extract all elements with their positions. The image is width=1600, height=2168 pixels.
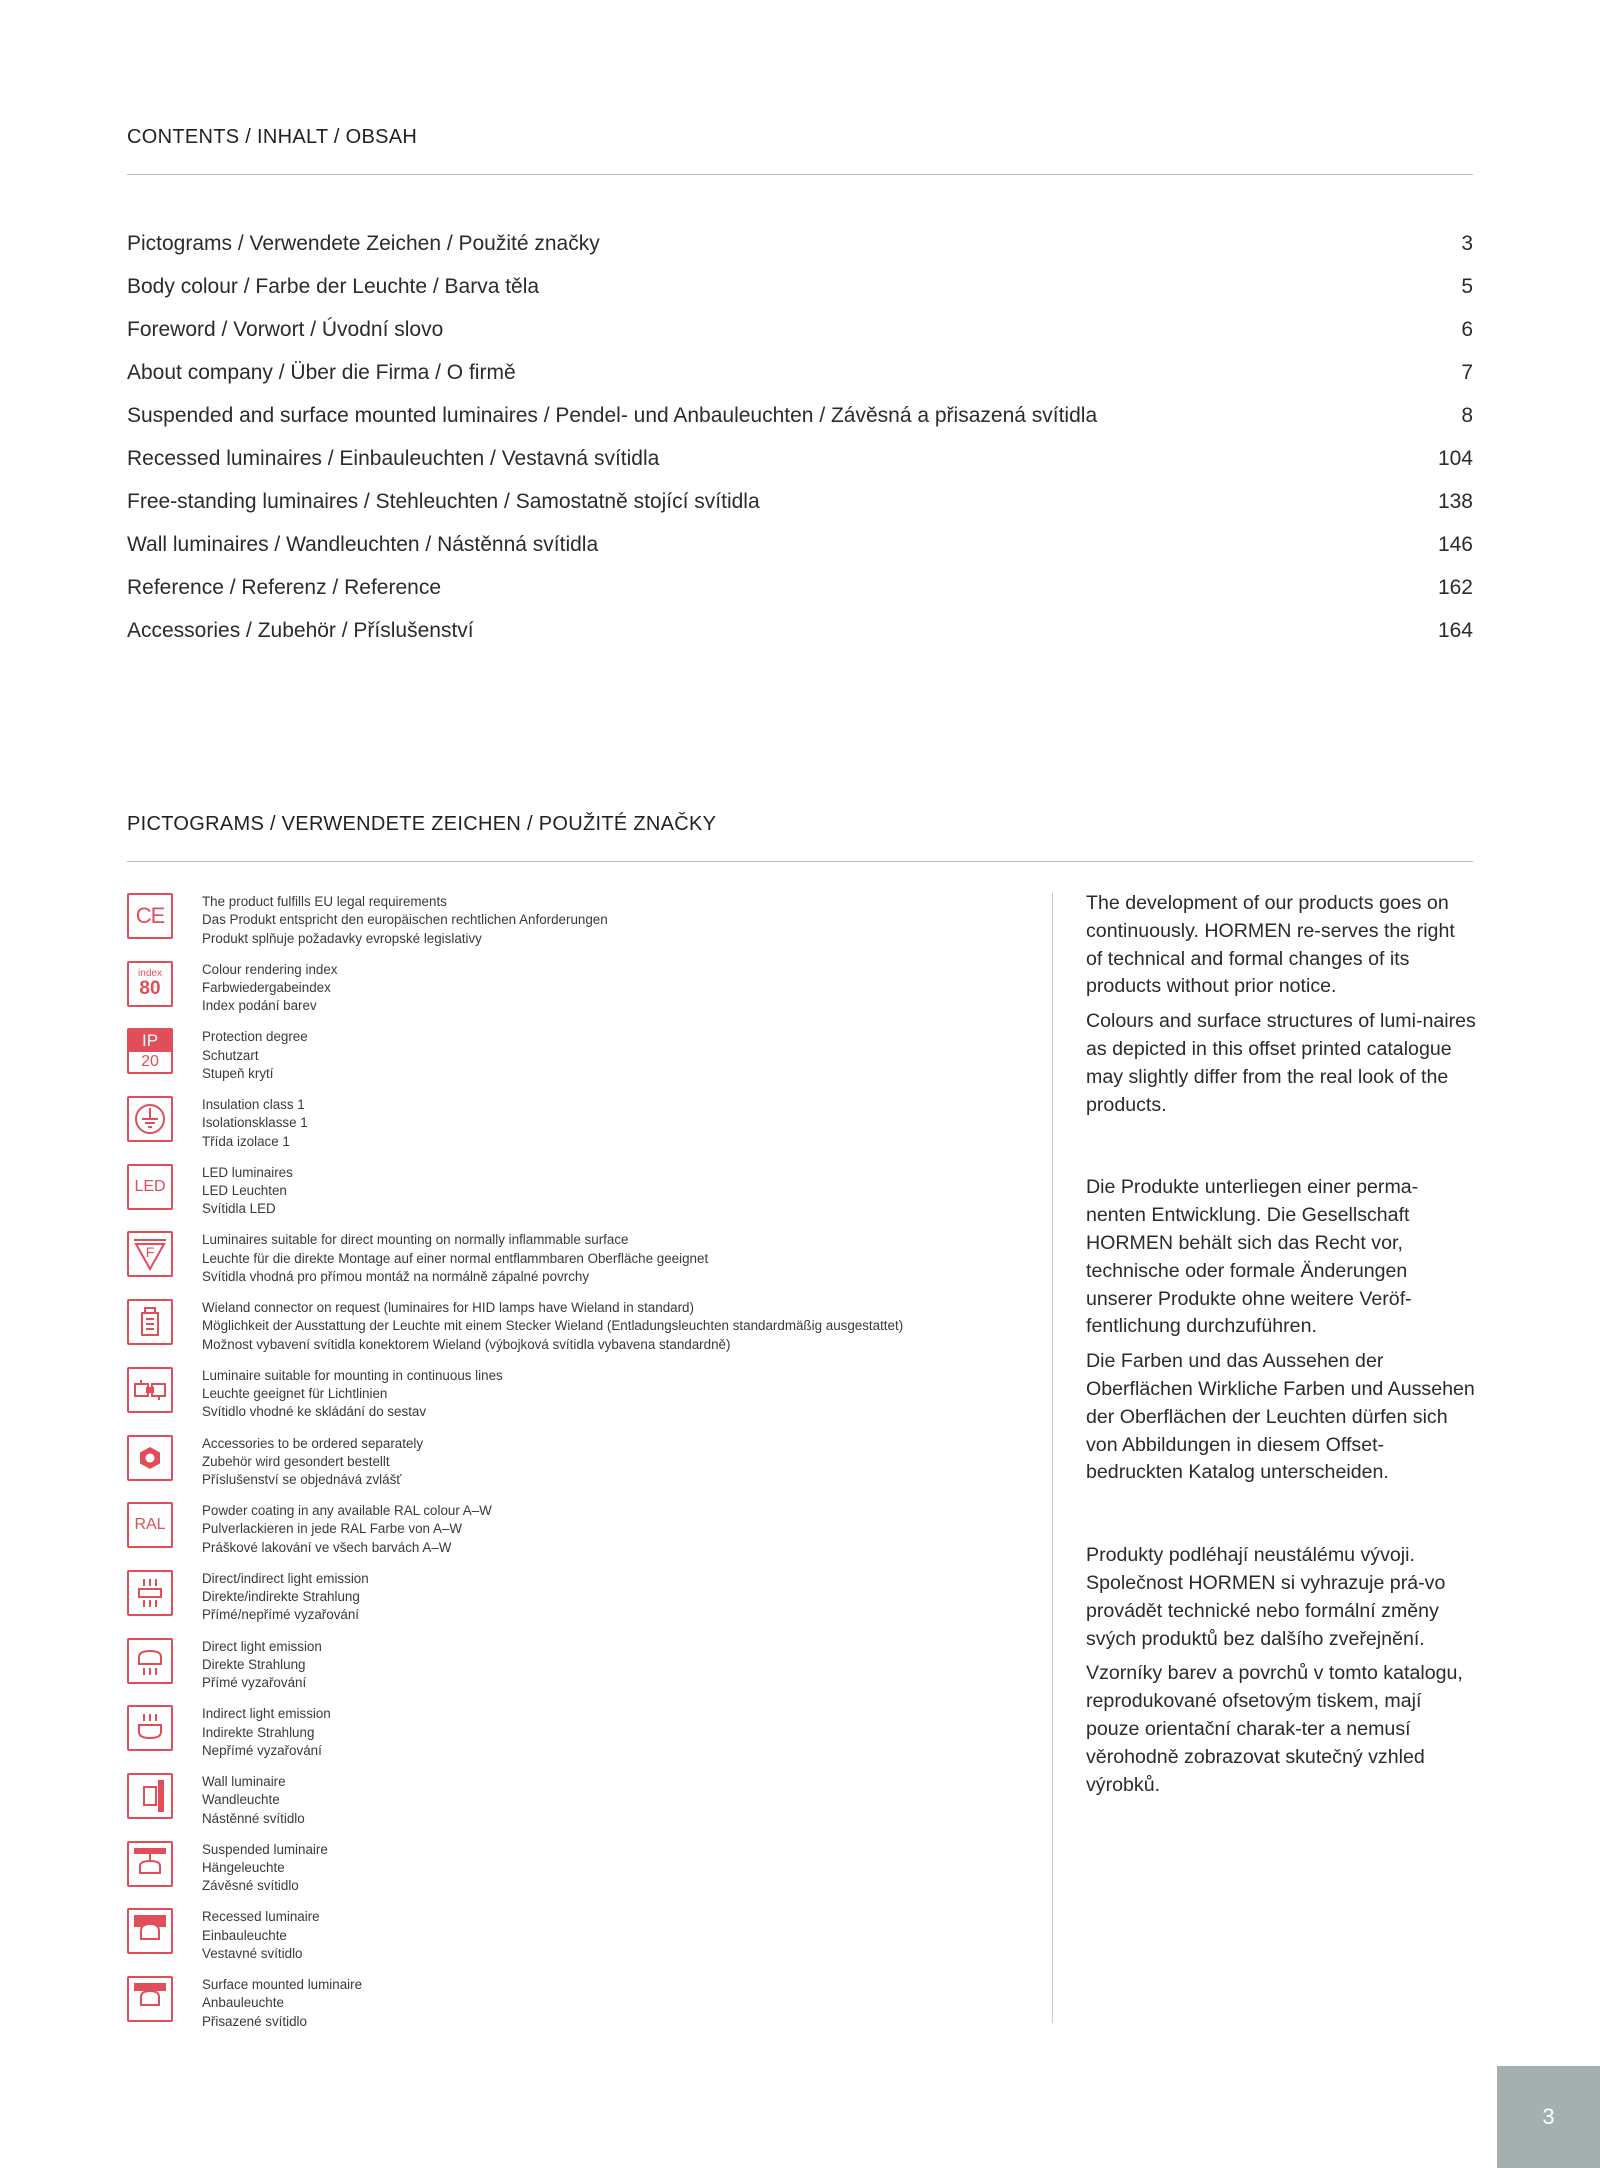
ip-rating-icon: IP 20 — [127, 1028, 173, 1074]
pictogram-label-en: Protection degree — [202, 1029, 308, 1045]
pictogram-label-en: Wall luminaire — [202, 1773, 286, 1789]
toc-entry-page: 104 — [1437, 447, 1473, 470]
note-de-development: Die Produkte unterliegen einer perma-nenten Entwicklung. Die Gesellschaft HORMEN behält sich das Recht vor, technische oder formale Änderungen unserer Produkte ohne weitere Veröf-fentlichung durchzuführen. — [1086, 1176, 1419, 1338]
suspended-luminaire-icon — [127, 1841, 173, 1887]
pictogram-label-en: Direct light emission — [202, 1638, 322, 1654]
flammable-surface-icon: F — [127, 1231, 173, 1277]
recessed-luminaire-icon — [127, 1908, 173, 1954]
page-number-tab — [1497, 2066, 1600, 2168]
pictogram-label-en: Luminaire suitable for mounting in continuous lines — [202, 1367, 503, 1383]
toc-entry[interactable] — [127, 447, 1473, 490]
toc-entry[interactable] — [127, 232, 1473, 275]
pictogram-label-en: The product fulfills EU legal requirements — [202, 894, 447, 909]
direct-emission-icon — [127, 1638, 173, 1684]
pictogram-label-de: LED Leuchten — [202, 1183, 287, 1199]
toc-entry-label: Body colour / Farbe der Leuchte / Barva těla — [127, 275, 540, 298]
pictogram-label-en: Suspended luminaire — [202, 1841, 328, 1857]
pictogram-item — [127, 1096, 1047, 1164]
pictogram-label-en: Insulation class 1 — [202, 1097, 305, 1113]
note-cz-development: Produkty podléhají neustálému vývoji. Společnost HORMEN si vyhrazuje prá-vo provádět technické nebo formální změny svých produktů bez dalšího zveřejnění. — [1086, 1544, 1446, 1650]
pictogram-item — [127, 1841, 1047, 1909]
pictogram-label-cz: Nepřímé vyzařování — [202, 1742, 322, 1758]
contents-divider — [127, 174, 1473, 175]
surface-mounted-luminaire-icon — [127, 1976, 173, 2022]
toc-entry-label: About company / Über die Firma / O firmě — [127, 361, 516, 384]
pictogram-item — [127, 1705, 1047, 1773]
pictogram-item — [127, 1164, 1047, 1232]
toc-entry-label: Wall luminaires / Wandleuchten / Nástěnná svítidla — [127, 533, 599, 556]
accessories-icon — [127, 1435, 173, 1481]
pictogram-label-de: Leuchte für die direkte Montage auf einer normal entflammbaren Oberfläche geeignet — [202, 1250, 709, 1266]
toc-entry-page: 5 — [1461, 275, 1473, 298]
toc-entry-page: 3 — [1461, 232, 1473, 255]
pictogram-item — [127, 1028, 1047, 1096]
contents-list — [127, 232, 1473, 662]
page-number: 3 — [1542, 2104, 1555, 2129]
pictogram-label-de: Zubehör wird gesondert bestellt — [202, 1453, 390, 1469]
pictogram-label-de: Leuchte geeignet für Lichtlinien — [202, 1386, 388, 1402]
toc-entry-page: 8 — [1461, 404, 1473, 427]
pictogram-label-en: Indirect light emission — [202, 1706, 331, 1722]
pictogram-item — [127, 1976, 1047, 2044]
pictogram-label-cz: Třída izolace 1 — [202, 1133, 290, 1149]
note-de-colours: Die Farben und das Aussehen der Oberflächen Wirkliche Farben und Aussehen der Oberflächen der Leuchten dürfen sich von Abbildungen in diesem Offset-bedruckten Katalog unterscheiden. — [1086, 1350, 1475, 1484]
pictogram-label-de: Indirekte Strahlung — [202, 1724, 315, 1740]
pictogram-label-en: Luminaires suitable for direct mounting on normally inflammable surface — [202, 1232, 629, 1248]
pictogram-label-cz: Svítidla LED — [202, 1201, 276, 1217]
pictogram-item — [127, 1367, 1047, 1435]
toc-entry[interactable] — [127, 318, 1473, 361]
pictogram-label-cz: Možnost vybavení svítidla konektorem Wieland (výbojková svítidla vybavena standardně) — [202, 1336, 731, 1352]
pictogram-label-de: Wandleuchte — [202, 1792, 280, 1808]
led-icon: LED — [127, 1164, 173, 1210]
pictogram-label-de: Anbauleuchte — [202, 1995, 284, 2011]
toc-entry-page: 146 — [1437, 533, 1473, 556]
pictogram-label-en: Colour rendering index — [202, 961, 338, 977]
toc-entry[interactable] — [127, 404, 1473, 447]
pictogram-label-cz: Produkt splňuje požadavky evropské legislativy — [202, 930, 482, 946]
pictogram-label-de: Farbwiedergabeindex — [202, 979, 331, 995]
pictogram-item — [127, 1570, 1047, 1638]
pictogram-label-cz: Nástěnné svítidlo — [202, 1810, 305, 1826]
toc-entry-label: Suspended and surface mounted luminaires / Pendel- und Anbauleuchten / Závěsná a přisazená svítidla — [127, 404, 1098, 427]
pictogram-label-cz: Vestavné svítidlo — [202, 1945, 303, 1961]
wieland-connector-icon — [127, 1299, 173, 1345]
pictogram-list — [127, 893, 1047, 2044]
pictogram-label-cz: Stupeň krytí — [202, 1065, 274, 1081]
pictogram-item — [127, 1435, 1047, 1503]
pictogram-label-cz: Index podání barev — [202, 998, 317, 1014]
ce-mark-icon: CE — [127, 893, 173, 939]
toc-entry[interactable] — [127, 619, 1473, 662]
ral-colour-icon: RAL — [127, 1502, 173, 1548]
pictogram-label-de: Schutzart — [202, 1047, 259, 1063]
pictogram-label-cz: Přímé/nepřímé vyzařování — [202, 1607, 360, 1623]
pictogram-label-cz: Práškové lakování ve všech barvách A–W — [202, 1539, 452, 1555]
wall-luminaire-icon — [127, 1773, 173, 1819]
pictogram-label-cz: Svítidla vhodná pro přímou montáž na normálně zápalné povrchy — [202, 1269, 590, 1285]
pictograms-divider — [127, 861, 1473, 862]
pictograms-heading: PICTOGRAMS / VERWENDETE ZEICHEN / POUŽITÉ ZNAČKY — [127, 813, 717, 835]
pictogram-label-cz: Přímé vyzařování — [202, 1675, 307, 1691]
pictogram-label-cz: Závěsné svítidlo — [202, 1878, 299, 1894]
note-cz-colours: Vzorníky barev a povrchů v tomto katalogu, reprodukované ofsetovým tiskem, mají pouze orientační charak-ter a nemusí věrohodně zobrazovat skutečný vzhled výrobků. — [1086, 1662, 1463, 1796]
toc-entry-label: Recessed luminaires / Einbauleuchten / Vestavná svítidla — [127, 447, 660, 470]
pictogram-item — [127, 1773, 1047, 1841]
pictogram-label-de: Pulverlackieren in jede RAL Farbe von A–W — [202, 1521, 463, 1537]
toc-entry-page: 7 — [1461, 361, 1473, 384]
pictogram-label-de: Direkte Strahlung — [202, 1656, 306, 1672]
pictogram-item — [127, 1231, 1047, 1299]
indirect-emission-icon — [127, 1705, 173, 1751]
toc-entry-page: 6 — [1461, 318, 1473, 341]
pictogram-label-en: Direct/indirect light emission — [202, 1570, 369, 1586]
pictogram-label-de: Hängeleuchte — [202, 1859, 285, 1875]
pictogram-item — [127, 1908, 1047, 1976]
toc-entry-page: 138 — [1437, 490, 1473, 513]
pictogram-label-cz: Přisazené svítidlo — [202, 2013, 307, 2029]
toc-entry[interactable] — [127, 576, 1473, 619]
toc-entry-label: Pictograms / Verwendete Zeichen / Použité značky — [127, 232, 600, 255]
disclaimer-notes — [1086, 890, 1476, 1806]
toc-entry-page: 164 — [1437, 619, 1473, 642]
pictogram-label-de: Das Produkt entspricht den europäischen rechtlichen Anforderungen — [202, 912, 608, 928]
pictogram-label-cz: Příslušenství se objednává zvlášť — [202, 1472, 402, 1488]
toc-entry[interactable] — [127, 361, 1473, 404]
pictogram-item — [127, 1502, 1047, 1570]
toc-entry-label: Reference / Referenz / Reference — [127, 576, 441, 599]
pictogram-item — [127, 893, 1047, 961]
pictogram-item — [127, 1299, 1047, 1367]
pictogram-label-de: Direkte/indirekte Strahlung — [202, 1589, 360, 1605]
toc-entry-label: Accessories / Zubehör / Příslušenství — [127, 619, 474, 642]
toc-entry[interactable] — [127, 533, 1473, 576]
continuous-line-icon — [127, 1367, 173, 1413]
toc-entry-label: Foreword / Vorwort / Úvodní slovo — [127, 318, 444, 341]
column-divider — [1052, 893, 1053, 2023]
note-en-development: The development of our products goes on continuously. HORMEN re-serves the right of technical and formal changes of its products without prior notice. — [1086, 892, 1455, 998]
pictogram-label-de: Isolationsklasse 1 — [202, 1115, 308, 1131]
pictogram-label-cz: Svítidlo vhodné ke skládání do sestav — [202, 1404, 427, 1420]
pictogram-label-en: Surface mounted luminaire — [202, 1977, 363, 1992]
pictogram-item — [127, 1638, 1047, 1706]
contents-heading: CONTENTS / INHALT / OBSAH — [127, 126, 418, 148]
toc-entry-label: Free-standing luminaires / Stehleuchten / Samostatně stojící svítidla — [127, 490, 760, 513]
pictogram-label-de: Einbauleuchte — [202, 1927, 287, 1943]
color-rendering-index-icon: index 80 — [127, 961, 173, 1007]
direct-indirect-emission-icon — [127, 1570, 173, 1616]
pictogram-label-de: Möglichkeit der Ausstattung der Leuchte mit einem Stecker Wieland (Entladungsleuchten standardmäßig ausgestattet) — [202, 1318, 904, 1334]
pictogram-item — [127, 961, 1047, 1029]
pictogram-label-en: Powder coating in any available RAL colour A–W — [202, 1503, 492, 1519]
toc-entry-page: 162 — [1437, 576, 1473, 599]
toc-entry[interactable] — [127, 275, 1473, 318]
pictogram-label-en: Wieland connector on request (luminaires for HID lamps have Wieland in standard) — [202, 1300, 694, 1316]
pictogram-label-en: Accessories to be ordered separately — [202, 1435, 424, 1451]
note-en-colours: Colours and surface structures of lumi-naires as depicted in this offset printed catalogue may slightly differ from the real look of the products. — [1086, 1010, 1476, 1116]
pictogram-label-en: Recessed luminaire — [202, 1909, 320, 1925]
pictogram-label-en: LED luminaires — [202, 1164, 293, 1180]
toc-entry[interactable] — [127, 490, 1473, 533]
insulation-class-icon — [127, 1096, 173, 1142]
